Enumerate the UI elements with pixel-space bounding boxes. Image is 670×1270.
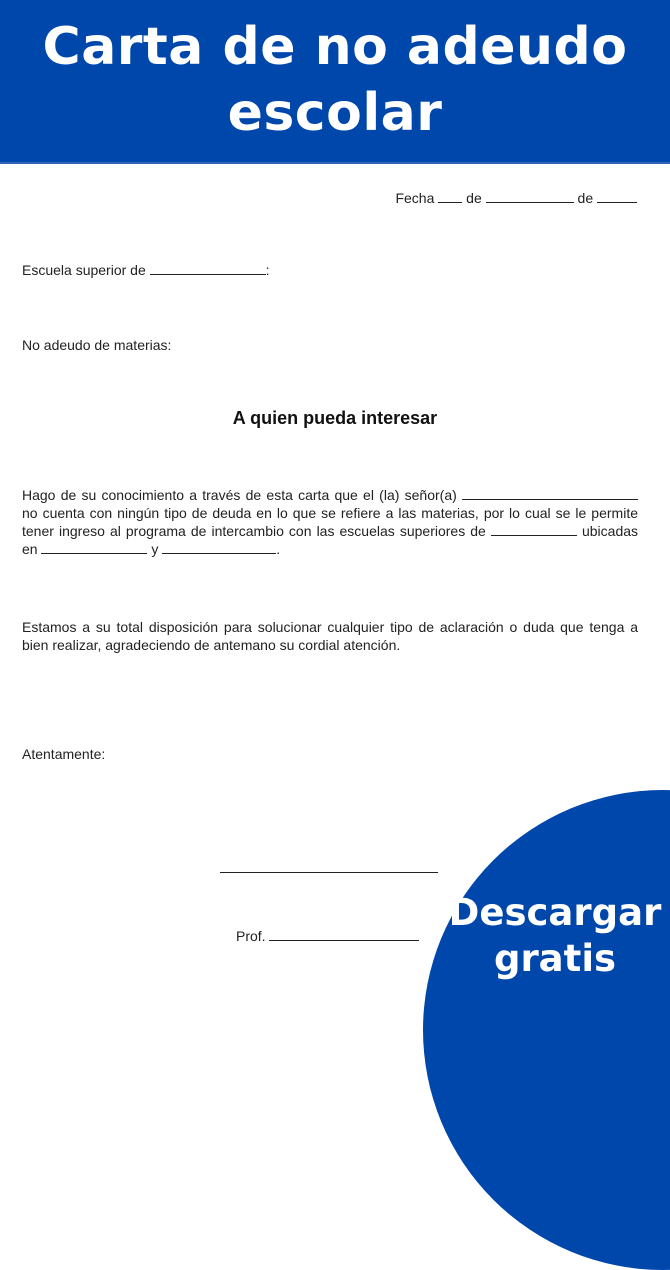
subject-line: No adeudo de materias: <box>22 337 172 353</box>
download-button[interactable] <box>440 890 670 982</box>
student-name-blank <box>462 487 638 500</box>
closing: Atentamente: <box>22 746 106 762</box>
paragraph-1-text-c: ubicadas en <box>22 523 639 557</box>
date-de-2: de <box>577 190 594 206</box>
year-blank <box>597 190 637 203</box>
title-banner <box>0 0 670 164</box>
day-blank <box>438 190 462 203</box>
paragraph-1 <box>22 486 638 558</box>
paragraph-1-text-d: y <box>151 541 159 557</box>
signature-line <box>220 872 438 873</box>
download-label-line-1: Descargar <box>448 891 662 934</box>
school-suffix: : <box>265 262 270 278</box>
letter-heading: A quien pueda interesar <box>232 408 438 428</box>
download-label-line-2: gratis <box>493 937 617 980</box>
title-line-2: escolar <box>227 83 443 143</box>
title-line-1: Carta de no adeudo <box>42 17 628 77</box>
location-1-blank <box>41 541 147 554</box>
prof-label: Prof. <box>236 928 266 944</box>
date-line <box>395 190 637 206</box>
date-label: Fecha <box>395 190 435 206</box>
paragraph-2: Estamos a su total disposición para solucionar cualquier tipo de aclaración o duda que tenga a bien realizar, agradeciendo de antemano su cordial atención. <box>22 619 638 653</box>
school-name-blank <box>491 523 577 536</box>
school-blank <box>150 262 266 275</box>
school-line <box>22 262 270 278</box>
prof-name-blank <box>269 928 419 941</box>
month-blank <box>486 190 574 203</box>
paragraph-1-text-e: . <box>276 541 281 557</box>
page-title <box>0 0 670 146</box>
prof-line <box>236 928 419 944</box>
paragraph-1-text-b: no cuenta con ningún tipo de deuda en lo que se refiere a las materias, por lo cual se le permite tener ingreso al programa de intercambio con las escuelas superiores de <box>22 505 638 539</box>
school-label: Escuela superior de <box>22 262 146 278</box>
paragraph-1-text-a: Hago de su conocimiento a través de esta carta que el (la) señor(a) <box>22 487 457 503</box>
location-2-blank <box>162 541 276 554</box>
date-de-1: de <box>466 190 482 206</box>
